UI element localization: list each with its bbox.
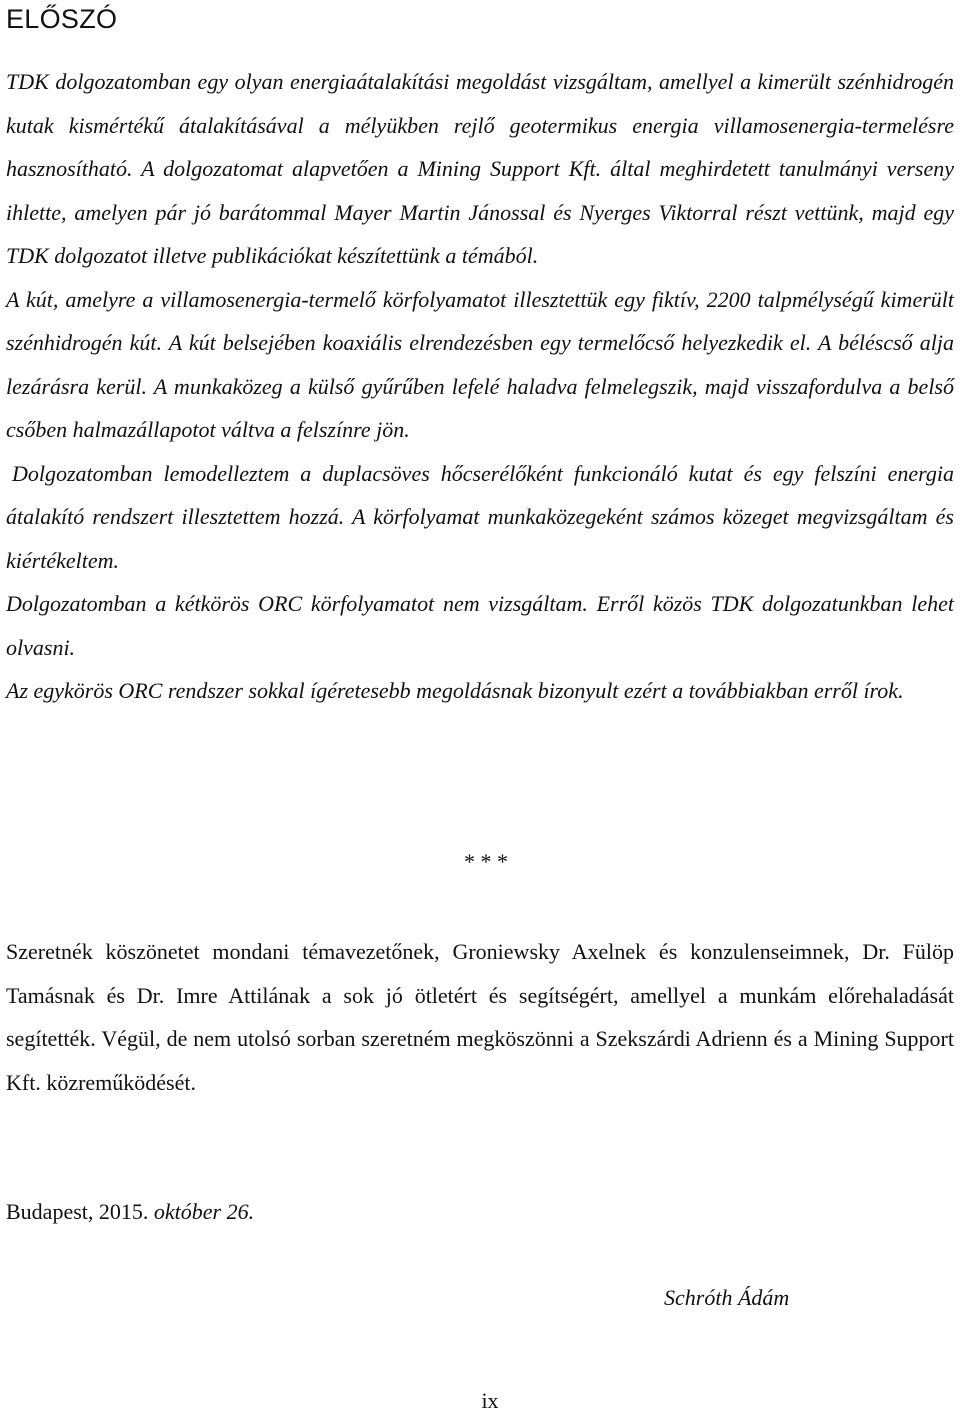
paragraph-single-loop-orc: Az egykörös ORC rendszer sokkal ígéretesebb megoldásnak bizonyult ezért a továbbiakban erről írok. [6,678,904,703]
author-signature: Schróth Ádám [664,1285,790,1310]
paragraph-modelling: Dolgozatomban lemodelleztem a duplacsöves hőcserélőként funkcionáló kutat és egy felszíni energia átalakító rendszert illesztettem hozzá. A körfolyamat munkaközegeként számos közeget megvizsgáltam és kiértékeltem. [6,460,954,573]
paragraph-intro: TDK dolgozatomban egy olyan energiaátalakítási megoldást vizsgáltam, amellyel a kimerült szénhidrogén kutak kismértékű átalakításával a mélyükben rejlő geotermikus energia villamosenergia-termelésre hasznosítható. A dolgozatomat alapvetően a Mining Support Kft. által meghirdetett tanulmányi verseny ihlette, amelyen pár jó barátommal Mayer Martin Jánossal és Nyerges Viktorral részt vettünk, majd egy TDK dolgozatot illetve publikációkat készítettünk a témából. [6,69,954,268]
preface-body [6,60,954,713]
date-month-day: október 26. [153,1199,255,1224]
page-number: ix [481,1388,499,1413]
document-page [6,0,954,1416]
paragraph-well-description: A kút, amelyre a villamosenergia-termelő körfolyamatot illesztettük egy fiktív, 2200 talpmélységű kimerült szénhidrogén kút. A kút belsejében koaxiális elrendezésben egy termelőcső helyezkedik el. A béléscső alja lezárásra kerül. A munkaközeg a külső gyűrűben lefelé haladva felmelegszik, majd visszafordulva a belső csőben halmazállapotot váltva a felszínre jön. [6,286,954,442]
acknowledgement-paragraph: Szeretnék köszönetet mondani témavezetőnek, Groniewsky Axelnek és konzulenseimnek, Dr. Fülöp Tamásnak és Dr. Imre Attilának a sok jó ötletért és segítségért, amellyel a munkám előrehaladását segítették. Végül, de nem utolsó sorban szeretném megköszönni a Szekszárdi Adrienn és a Mining Support Kft. közreműködését. [6,939,954,1095]
dateline [6,1190,254,1233]
page-title: ELŐSZÓ [6,4,118,34]
paragraph-two-loop-orc: Dolgozatomban a kétkörös ORC körfolyamatot nem vizsgáltam. Erről közös TDK dolgozatunkban lehet olvasni. [6,591,954,660]
section-separator: * * * [464,849,508,874]
date-place: Budapest, 2015. [6,1199,149,1224]
